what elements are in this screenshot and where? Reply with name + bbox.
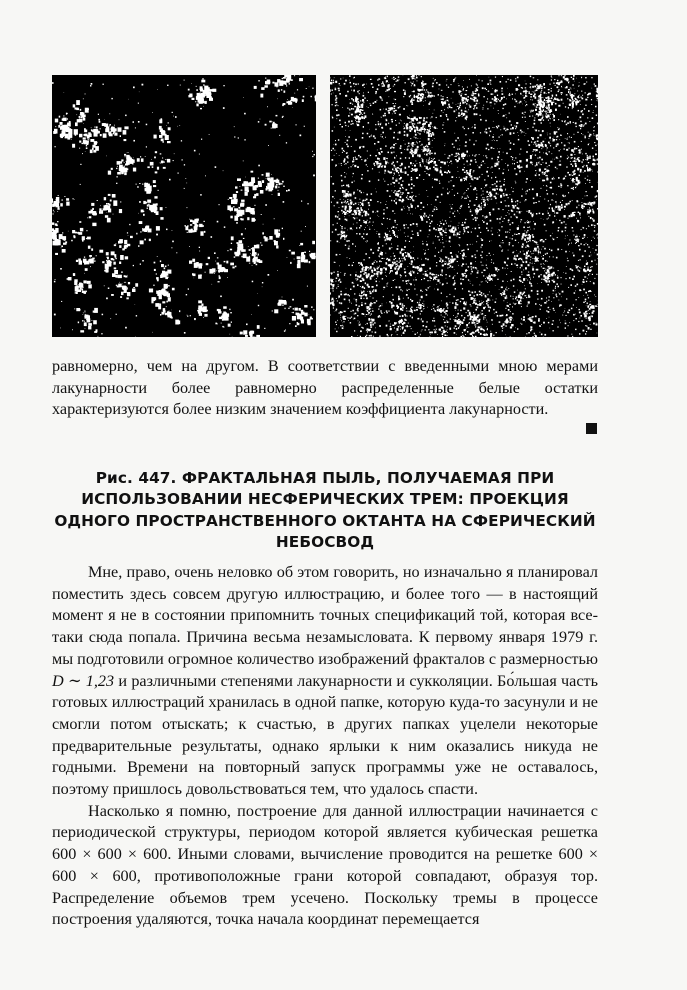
fractal-dust-image-left (52, 75, 316, 337)
dimension-formula: D ∼ 1,23 (52, 671, 115, 690)
fractal-dust-image-right (330, 75, 598, 337)
fractal-dust-left-graphic (52, 75, 316, 337)
intro-paragraph (52, 356, 598, 421)
paragraph-1 (52, 562, 598, 801)
paragraph-2: Насколько я помню, построение для данной иллюстрации начинается с периодической структуры, периодом которой является кубическая решетка 600 × 600 × 600. Иными словами, вычисление проводится на решетке 600 × 600 × 600, противоположные грани которой совпадают, образуя тор. Распределение объемов трем усечено. Поскольку тремы в процессе построения удаляются, точка начала координат перемещается (52, 801, 598, 929)
fractal-dust-right-graphic (330, 75, 598, 337)
figure-caption (52, 468, 598, 553)
caption-line: ОДНОГО ПРОСТРАНСТВЕННОГО ОКТАНТА НА СФЕРИЧЕСКИЙ (54, 511, 596, 530)
caption-line: Рис. 447. ФРАКТАЛЬНАЯ ПЫЛЬ, ПОЛУЧАЕМАЯ ПРИ (95, 469, 555, 487)
paragraph-1-part-1: Мне, право, очень неловко об этом говорить, но изначально я планировал поместить здесь совсем другую иллюстрацию, и более того — в настоящий момент я не в состоянии припомнить точных спецификаций той, которая все-таки сюда попала. Причина весьма незамысловата. К первому января 1979 г. мы подготовили огромное количество изображений фракталов с размерностью (52, 563, 598, 668)
paragraph-1-part-2: и различными степенями лакунарности и сукколяции. Бо́льшая часть готовых иллюстраций хранилась в одной папке, которую куда-то засунули и не смогли потом отыскать; к счастью, в других папках уцелели некоторые предварительные результаты, однако ярлыки к ним оказались никуда не годными. Времени на повторный запуск программы уже не оставалось, поэтому пришлось довольствоваться тем, что удалось спасти. (52, 671, 598, 799)
caption-line: ИСПОЛЬЗОВАНИИ НЕСФЕРИЧЕСКИХ ТРЕМ: ПРОЕКЦИЯ (81, 490, 569, 509)
end-of-proof-square (586, 423, 597, 434)
body-text (52, 562, 598, 931)
intro-text: равномерно, чем на другом. В соответствии с введенными мною мерами лакунарности более равномерно распределенные белые остатки характеризуются более низким значением коэффициента лакунарности. (52, 357, 598, 419)
caption-line: НЕБОСВОД (275, 532, 375, 551)
